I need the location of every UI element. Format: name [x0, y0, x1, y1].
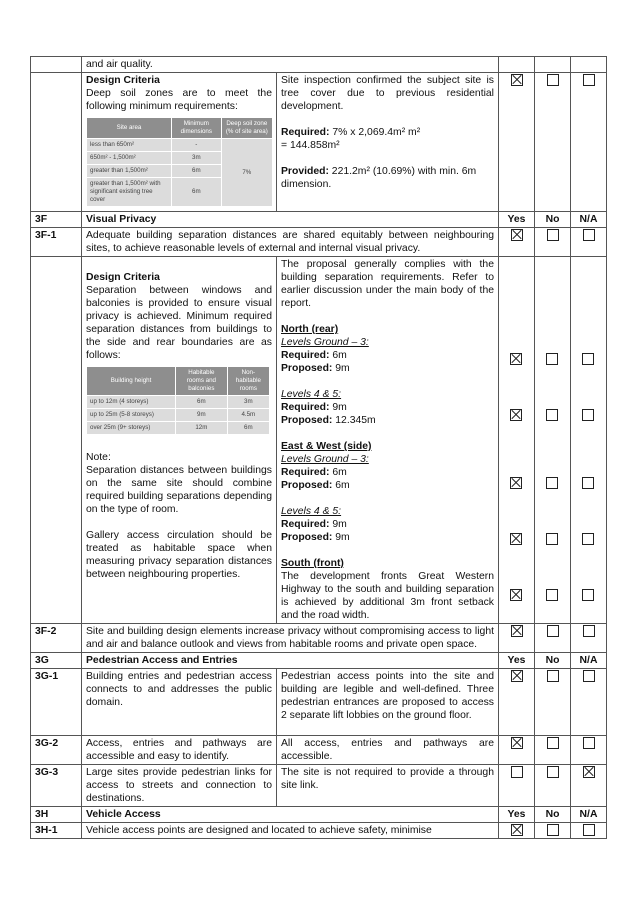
table-row — [31, 257, 607, 624]
section-code: 3G — [31, 653, 82, 669]
checkbox-yes[interactable] — [510, 533, 522, 545]
south-text: The development fronts Great Western Highway to the south and building separation is achieved by additional 3m front setback and the road width. — [281, 571, 494, 621]
required-label: Required: — [281, 350, 330, 361]
col-no: No — [535, 653, 571, 669]
checkbox-no[interactable] — [547, 74, 559, 86]
note-title: Note: — [86, 452, 111, 463]
provided-value: 221.2m² (10.69%) with min. 6m dimension. — [281, 166, 477, 190]
row-comment: Pedestrian access points into the site and building are legible and well-defined. Three pedestrian entrances are proposed to access 2 separate lift lobbies on the ground floor. — [277, 669, 499, 736]
checkbox-na[interactable] — [583, 229, 595, 241]
level-label: Levels 4 & 5: — [281, 389, 342, 400]
required-label: Required: — [281, 519, 330, 530]
required-value: 6m — [332, 467, 347, 478]
compliance-table — [30, 56, 606, 839]
mini-cell: less than 650m² — [87, 139, 172, 152]
comment-text: Site inspection confirmed the subject site is tree cover due to previous residential development. — [281, 75, 494, 112]
checkbox-na[interactable] — [583, 74, 595, 86]
col-yes: Yes — [499, 212, 535, 228]
mini-cell: 3m — [172, 152, 222, 165]
table-row — [31, 624, 607, 653]
proposed-label: Proposed: — [281, 532, 333, 543]
row-code: 3G-2 — [31, 736, 82, 765]
table-row — [31, 669, 607, 736]
checkbox-na[interactable] — [582, 589, 594, 601]
privacy-criteria — [82, 257, 277, 624]
mini-cell: 9m — [176, 409, 228, 422]
checkbox-yes[interactable] — [510, 409, 522, 421]
row-text: Large sites provide pedestrian links for access to streets and connection to destinations. — [82, 765, 277, 807]
section-title: Visual Privacy — [82, 212, 499, 228]
mini-cell: up to 12m (4 storeys) — [87, 396, 176, 409]
mini-header: Building height — [87, 367, 176, 396]
sepp65-table — [30, 56, 607, 839]
section-code: 3F — [31, 212, 82, 228]
checkbox-no[interactable] — [547, 670, 559, 682]
col-na: N/A — [571, 807, 607, 823]
row-code: 3F-2 — [31, 624, 82, 653]
mini-cell: over 25m (9+ storeys) — [87, 422, 176, 435]
privacy-comment — [277, 257, 499, 624]
section-header — [31, 212, 607, 228]
provided-label: Provided: — [281, 166, 329, 177]
section-header — [31, 807, 607, 823]
mini-cell: 7% — [221, 139, 272, 207]
mini-cell: 12m — [176, 422, 228, 435]
checkbox-yes[interactable] — [511, 737, 523, 749]
checkbox-yes[interactable] — [511, 766, 523, 778]
checkbox-no[interactable] — [547, 625, 559, 637]
proposed-value: 6m — [335, 480, 350, 491]
level-label: Levels 4 & 5: — [281, 506, 342, 517]
table-row — [31, 765, 607, 807]
section-title: Pedestrian Access and Entries — [82, 653, 499, 669]
checkbox-no[interactable] — [546, 533, 558, 545]
checkbox-na[interactable] — [582, 353, 594, 365]
checkbox-na[interactable] — [583, 625, 595, 637]
required-label: Required: — [281, 402, 330, 413]
col-na: N/A — [571, 653, 607, 669]
gallery-text: Gallery access circulation should be treated as habitable space when measuring privacy separation distances between neighbouring properties. — [86, 530, 272, 580]
checkbox-no[interactable] — [547, 737, 559, 749]
mini-cell: 3m — [227, 396, 269, 409]
north-title: North (rear) — [281, 324, 339, 335]
required-value: 9m — [332, 402, 347, 413]
checkbox-no[interactable] — [547, 766, 559, 778]
mini-cell: 4.5m — [227, 409, 269, 422]
mini-cell: 6m — [176, 396, 228, 409]
proposed-value: 9m — [335, 532, 350, 543]
mini-cell: 6m — [172, 165, 222, 178]
checkbox-no[interactable] — [547, 229, 559, 241]
south-title: South (front) — [281, 558, 344, 569]
proposed-label: Proposed: — [281, 363, 333, 374]
checkbox-no[interactable] — [546, 477, 558, 489]
proposed-value: 12.345m — [335, 415, 376, 426]
separation-table — [86, 366, 270, 435]
checkbox-yes[interactable] — [511, 229, 523, 241]
proposed-label: Proposed: — [281, 415, 333, 426]
section-code: 3H — [31, 807, 82, 823]
row-comment: The site is not required to provide a through site link. — [277, 765, 499, 807]
table-row — [31, 228, 607, 257]
checkbox-no[interactable] — [546, 409, 558, 421]
mini-header: Non-habitable rooms — [227, 367, 269, 396]
section-title: Vehicle Access — [82, 807, 499, 823]
checkbox-yes[interactable] — [511, 625, 523, 637]
col-yes: Yes — [499, 807, 535, 823]
proposed-value: 9m — [335, 363, 350, 374]
note-text: Separation distances between buildings on the same site should combine required building separations depending on the type of room. — [86, 465, 272, 515]
col-na: N/A — [571, 212, 607, 228]
mini-cell: 6m — [172, 178, 222, 207]
row-code: 3F-1 — [31, 228, 82, 257]
checkbox-na[interactable] — [582, 409, 594, 421]
mini-header: Site area — [87, 118, 172, 139]
criteria-title: Design Criteria — [86, 75, 160, 86]
checkbox-na[interactable] — [583, 824, 595, 836]
required-value-2: = 144.858m² — [281, 140, 340, 151]
mini-cell: 650m² - 1,500m² — [87, 152, 172, 165]
checkbox-yes[interactable] — [510, 477, 522, 489]
table-row — [31, 736, 607, 765]
checkbox-no[interactable] — [546, 353, 558, 365]
proposed-label: Proposed: — [281, 480, 333, 491]
deep-soil-criteria — [82, 73, 277, 212]
deep-soil-table — [86, 117, 273, 207]
row-code: 3H-1 — [31, 823, 82, 839]
level-label: Levels Ground – 3: — [281, 454, 369, 465]
row-text: and air quality. — [82, 57, 499, 73]
checkbox-na[interactable] — [583, 766, 595, 778]
row-text: Site and building design elements increase privacy without compromising access to light and air and balance outlook and views from habitable rooms and private open space. — [82, 624, 499, 653]
required-label: Required: — [281, 467, 330, 478]
checkbox-yes[interactable] — [511, 670, 523, 682]
comment-text: The proposal generally complies with the building separation requirements. Refer to earlier discussion under the main body of the report. — [281, 259, 494, 309]
row-text: Access, entries and pathways are accessible and easy to identify. — [82, 736, 277, 765]
required-label: Required: — [281, 127, 330, 138]
required-value: 6m — [332, 350, 347, 361]
row-text: Building entries and pedestrian access connects to and addresses the public domain. — [82, 669, 277, 736]
checkbox-na[interactable] — [582, 477, 594, 489]
col-no: No — [535, 212, 571, 228]
col-yes: Yes — [499, 653, 535, 669]
east-west-title: East & West (side) — [281, 441, 372, 452]
criteria-text: Deep soil zones are to meet the following minimum requirements: — [86, 88, 272, 112]
deep-soil-comment — [277, 73, 499, 212]
table-row — [31, 73, 607, 212]
row-text: Adequate building separation distances are shared equitably between neighbouring sites, to achieve reasonable levels of external and internal visual privacy. — [82, 228, 499, 257]
row-text: Vehicle access points are designed and located to achieve safety, minimise — [82, 823, 499, 839]
checkbox-yes[interactable] — [510, 353, 522, 365]
mini-header: Deep soil zone (% of site area) — [221, 118, 272, 139]
required-value: 7% x 2,069.4m² m² — [329, 127, 421, 138]
mini-cell: - — [172, 139, 222, 152]
mini-cell: 6m — [227, 422, 269, 435]
criteria-title: Design Criteria — [86, 272, 160, 283]
mini-header: Minimum dimensions — [172, 118, 222, 139]
section-header — [31, 653, 607, 669]
checkbox-yes[interactable] — [511, 824, 523, 836]
checkbox-no[interactable] — [546, 589, 558, 601]
checkbox-yes[interactable] — [510, 589, 522, 601]
checkbox-na[interactable] — [583, 670, 595, 682]
criteria-text: Separation between windows and balconies is provided to ensure visual privacy is achieved. Minimum required separation distances from buildings to the side and rear boundaries are as follows: — [86, 285, 272, 361]
row-code: 3G-1 — [31, 669, 82, 736]
checkbox-yes[interactable] — [511, 74, 523, 86]
checkbox-na[interactable] — [583, 737, 595, 749]
row-comment: All access, entries and pathways are accessible. — [277, 736, 499, 765]
required-value: 9m — [332, 519, 347, 530]
table-row — [31, 57, 607, 73]
mini-cell: greater than 1,500m² — [87, 165, 172, 178]
mini-header: Habitable rooms and balconies — [176, 367, 228, 396]
mini-cell: greater than 1,500m² with significant existing tree cover — [87, 178, 172, 207]
level-label: Levels Ground – 3: — [281, 337, 369, 348]
row-code: 3G-3 — [31, 765, 82, 807]
checkbox-no[interactable] — [547, 824, 559, 836]
table-row — [31, 823, 607, 839]
checkbox-na[interactable] — [582, 533, 594, 545]
mini-cell: up to 25m (5-8 storeys) — [87, 409, 176, 422]
col-no: No — [535, 807, 571, 823]
